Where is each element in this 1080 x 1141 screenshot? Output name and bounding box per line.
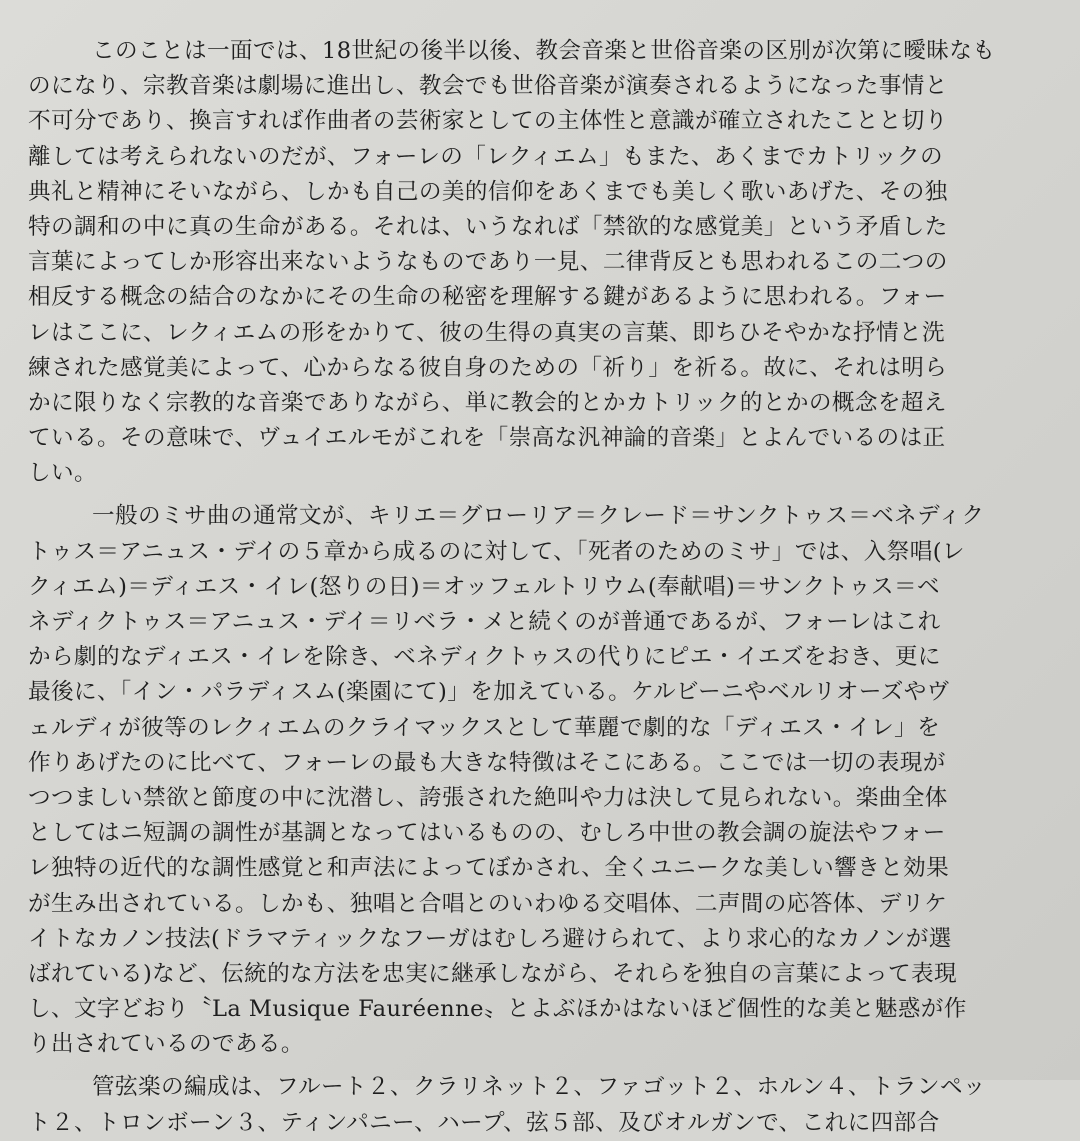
text-line: つつましい禁欲と節度の中に沈潜し、誇張された絶叫や力は決して見られない。楽曲全体 (28, 784, 948, 811)
text-line: トゥス＝アニュス・デイの５章から成るのに対して、「死者のためのミサ」では、入祭唱(レ (28, 538, 965, 565)
text-line: かに限りなく宗教的な音楽でありながら、単に教会的とかカトリック的とかの概念を超え (28, 389, 947, 416)
body-text (28, 34, 1068, 1141)
text-line: 一般のミサ曲の通常文が、キリエ＝グローリア＝クレード＝サンクトゥス＝ベネディク (92, 503, 985, 530)
text-line: 練された感覚美によって、心からなる彼自身のための「祈り」を祈る。故に、それは明ら (28, 354, 948, 381)
text-line: 典礼と精神にそいながら、しかも自己の美的信仰をあくまでも美しく歌いあげた、その独 (28, 178, 948, 205)
text-line: 作りあげたのに比べて、フォーレの最も大きな特徴はそこにある。ここでは一切の表現が (28, 749, 946, 776)
text-line: し、文字どおり〝La Musique Fauréenne〟とよぶほかはないほど個性的な美と魅惑が作 (28, 996, 967, 1023)
text-line: レはここに、レクィエムの形をかりて、彼の生得の真実の言葉、即ちひそやかな抒情と洗 (28, 319, 946, 346)
paragraph-1 (28, 34, 1068, 491)
text-line: 最後に、「イン・パラディスム(楽園にて)」を加えている。ケルビーニやベルリオーズやヴ (28, 679, 950, 706)
text-line: 相反する概念の結合のなかにその生命の秘密を理解する鍵があるように思われる。フォー (28, 284, 947, 311)
text-line: しい。 (28, 460, 97, 487)
paragraph-3 (28, 1070, 1068, 1140)
text-line: イトなカノン技法(ドラマティックなフーガはむしろ避けられて、より求心的なカノンが選 (28, 925, 952, 952)
text-line: 離しては考えられないのだが、フォーレの「レクィエム」もまた、あくまでカトリックの (28, 143, 944, 170)
text-line: ェルディが彼等のレクィエムのクライマックスとして華麗で劇的な「ディエス・イレ」を (28, 714, 941, 741)
text-line: ている。その意味で、ヴュイエルモがこれを「崇高な汎神論的音楽」とよんでいるのは正 (28, 425, 946, 452)
text-line: このことは一面では、18世紀の後半以後、教会音楽と世俗音楽の区別が次第に曖昧なも (92, 38, 996, 64)
text-line: から劇的なディエス・イレを除き、ベネディクトゥスの代りにピエ・イエズをおき、更に (28, 644, 941, 671)
text-line: 特の調和の中に真の生命がある。それは、いうなれば「禁欲的な感覚美」という矛盾した (28, 213, 948, 240)
text-line: ネディクトゥス＝アニュス・デイ＝リベラ・メと続くのが普通であるが、フォーレはこれ (28, 609, 941, 635)
text-line: り出されているのである。 (28, 1031, 304, 1058)
text-line: クィエム)＝ディエス・イレ(怒りの日)＝オッフェルトリウム(奉献唱)＝サンクトゥス＝ベ (28, 573, 941, 600)
text-line: 不可分であり、換言すれば作曲者の芸術家としての主体性と意識が確立されたことと切り (28, 108, 948, 135)
text-line: ばれている)など、伝統的な方法を忠実に継承しながら、それらを独自の言葉によって表現 (28, 960, 957, 987)
text-line: 管弦楽の編成は、フルート２、クラリネット２、ファゴット２、ホルン４、トランペッ (92, 1074, 986, 1101)
text-line: ト２、トロンボーン３、ティンパニー、ハープ、弦５部、及びオルガンで、これに四部合 (28, 1109, 940, 1136)
text-line: としてはニ短調の調性が基調となってはいるものの、むしろ中世の教会調の旋法やフォー (28, 820, 946, 847)
text-line: 言葉によってしか形容出来ないようなものであり一見、二律背反とも思われるこの二つの (28, 249, 948, 276)
text-line: が生み出されている。しかも、独唱と合唱とのいわゆる交唱体、二声間の応答体、デリケ (28, 890, 948, 917)
text-line: レ独特の近代的な調性感覚と和声法によってぼかされ、全くユニークな美しい響きと効果 (28, 855, 950, 882)
text-line: のになり、宗教音楽は劇場に進出し、教会でも世俗音楽が演奏されるようになった事情と (28, 73, 948, 100)
paragraph-2 (28, 499, 1068, 1062)
